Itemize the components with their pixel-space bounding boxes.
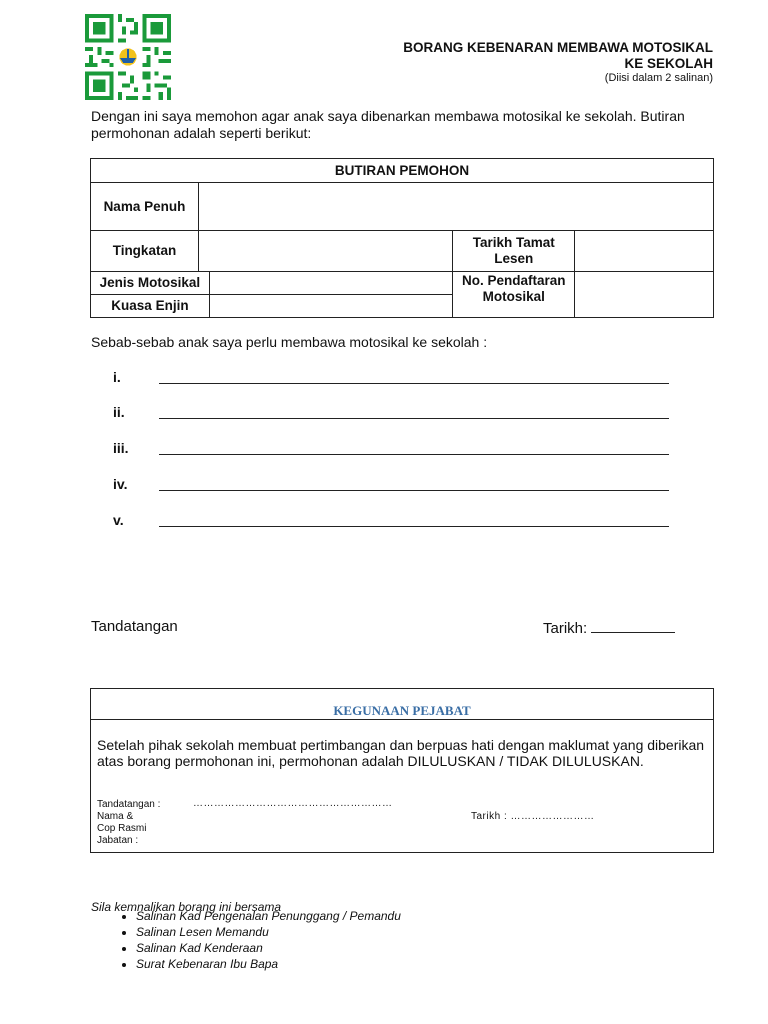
registration-no-field[interactable] — [575, 272, 714, 318]
office-cop-label: Cop Rasmi — [97, 823, 147, 834]
form-level-field[interactable] — [198, 231, 452, 272]
office-use-box — [90, 688, 714, 853]
engine-capacity-label: Kuasa Enjin — [91, 295, 210, 318]
reason-number: iv. — [113, 476, 128, 492]
reason-line[interactable] — [159, 453, 669, 455]
reason-number: ii. — [113, 404, 125, 420]
office-date[interactable]: Tarikh : …………………… — [471, 811, 595, 822]
reason-line[interactable] — [159, 382, 669, 384]
registration-no-label: No. Pendaftaran Motosikal — [453, 272, 575, 318]
license-expiry-field[interactable] — [575, 231, 714, 272]
motorcycle-type-field[interactable] — [209, 272, 452, 295]
office-use-title: KEGUNAAN PEJABAT — [333, 703, 471, 718]
office-use-header — [91, 689, 713, 720]
office-use-text: Setelah pihak sekolah membuat pertimbangan dan berpuas hati dengan maklumat yang diberikan atas borang permohonan ini, permohonan adalah DILULUSKAN / TIDAK DILULUSKAN. — [97, 737, 705, 769]
reason-number: v. — [113, 512, 124, 528]
attachments-list — [92, 908, 401, 972]
reason-line[interactable] — [159, 417, 669, 419]
full-name-label: Nama Penuh — [91, 183, 199, 231]
engine-capacity-field[interactable] — [209, 295, 452, 318]
reason-number: iii. — [113, 440, 129, 456]
date-label: Tarikh: — [543, 620, 588, 637]
reason-line[interactable] — [159, 525, 669, 527]
copies-note: (Diisi dalam 2 salinan) — [604, 72, 713, 84]
list-item: • Salinan Kad Pengenalan Penunggang / Pemandu — [136, 908, 401, 924]
attachments-intro: Sila kemnalikan borang ini bersama — [91, 900, 282, 914]
motorcycle-type-label: Jenis Motosikal — [91, 272, 210, 295]
list-item: • Salinan Kad Kenderaan — [136, 940, 401, 956]
full-name-field[interactable] — [198, 183, 713, 231]
list-item: • Salinan Lesen Memandu — [136, 924, 401, 940]
list-item: • Surat Kebenaran Ibu Bapa — [136, 956, 401, 972]
applicant-details-table — [90, 158, 714, 318]
office-sign-line[interactable]: ………………………………………………… — [193, 798, 393, 809]
date-block — [543, 618, 675, 637]
table-heading: BUTIRAN PEMOHON — [91, 159, 714, 183]
intro-paragraph: Dengan ini saya memohon agar anak saya dibenarkan membawa motosikal ke sekolah. Butiran permohonan adalah seperti berikut: — [91, 108, 685, 141]
form-title: BORANG KEBENARAN MEMBAWA MOTOSIKAL — [403, 40, 713, 55]
license-expiry-label: Tarikh Tamat Lesen — [453, 231, 575, 272]
signature-label: Tandatangan — [91, 618, 178, 635]
form-level-label: Tingkatan — [91, 231, 199, 272]
reason-number: i. — [113, 369, 121, 385]
office-department-label: Jabatan : — [97, 835, 139, 846]
form-title-line2: KE SEKOLAH — [624, 56, 713, 71]
qr-code — [85, 14, 171, 100]
office-sign-label: Tandatangan : — [97, 799, 161, 810]
office-name-label: Nama & — [97, 811, 134, 822]
date-line[interactable] — [591, 618, 675, 633]
reasons-intro: Sebab-sebab anak saya perlu membawa motosikal ke sekolah : — [91, 334, 488, 350]
reason-line[interactable] — [159, 489, 669, 491]
